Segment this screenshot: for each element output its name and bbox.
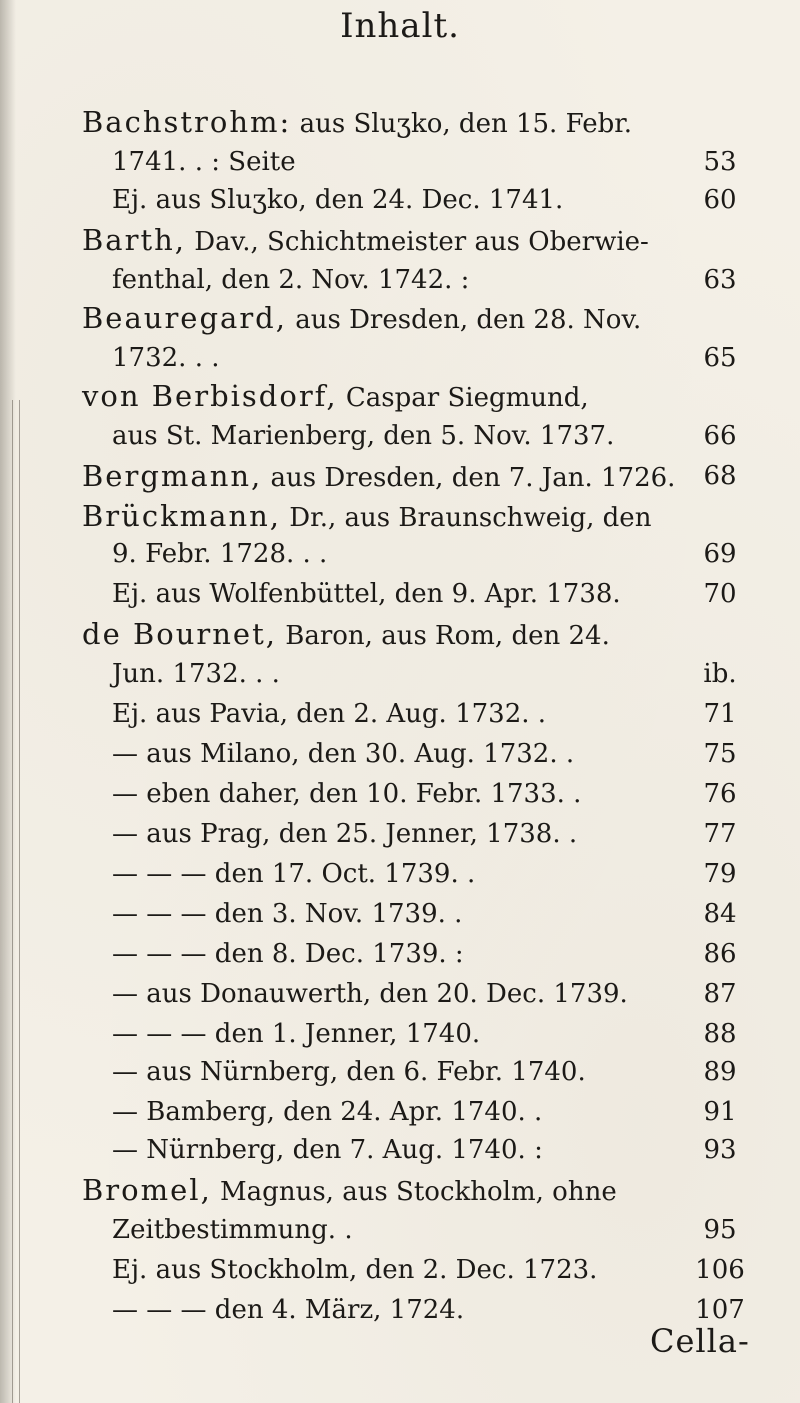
entry-detail: — aus Prag, den 25. Jenner, 1738. . bbox=[112, 819, 578, 849]
entry-text bbox=[112, 1248, 597, 1292]
page-number: 63 bbox=[703, 265, 737, 295]
page-number: 91 bbox=[703, 1097, 737, 1127]
entry-text bbox=[112, 692, 546, 736]
entry-detail: — aus Donauwerth, den 20. Dec. 1739. bbox=[112, 979, 628, 1009]
catchword: Cella- bbox=[650, 1322, 750, 1360]
index-line bbox=[0, 732, 800, 776]
index-line bbox=[0, 1168, 800, 1212]
entry-detail: Dr., aus Braunschweig, den bbox=[281, 503, 652, 533]
index-line bbox=[0, 572, 800, 616]
entry-text bbox=[112, 732, 574, 776]
entry-detail: Ej. aus Wolfenbüttel, den 9. Apr. 1738. bbox=[112, 579, 621, 609]
index-line bbox=[0, 1128, 800, 1172]
entry-detail: — aus Milano, den 30. Aug. 1732. . bbox=[112, 739, 575, 769]
entry-text bbox=[112, 852, 475, 896]
page-number: 106 bbox=[695, 1255, 745, 1285]
entry-text bbox=[112, 1288, 464, 1332]
entry-text bbox=[112, 178, 563, 222]
entry-text bbox=[112, 1208, 353, 1252]
entry-text bbox=[112, 972, 628, 1016]
index-line bbox=[0, 1208, 800, 1252]
page-number: 69 bbox=[703, 539, 737, 569]
entry-text bbox=[112, 652, 280, 696]
entry-detail: — — — den 3. Nov. 1739. . bbox=[112, 899, 463, 929]
page-number: ib. bbox=[703, 659, 737, 689]
page-number: 76 bbox=[703, 779, 737, 809]
page-number: 89 bbox=[703, 1057, 737, 1087]
page-number: 65 bbox=[703, 343, 737, 373]
entry-detail: — — — den 4. März, 1724. bbox=[112, 1295, 465, 1325]
index-line bbox=[0, 812, 800, 856]
entry-name: Bromel, bbox=[82, 1173, 212, 1207]
index-line bbox=[0, 692, 800, 736]
page-number: 95 bbox=[703, 1215, 737, 1245]
index-line bbox=[0, 178, 800, 222]
page-number: 70 bbox=[703, 579, 737, 609]
index-line bbox=[0, 772, 800, 816]
index-line bbox=[0, 652, 800, 696]
entry-text bbox=[112, 892, 462, 936]
entry-name: Bergmann, bbox=[82, 459, 263, 493]
entry-text bbox=[112, 932, 464, 976]
entry-detail: Ej. aus Sluʒko, den 24. Dec. 1741. bbox=[112, 185, 564, 215]
entry-detail: Ej. aus Stockholm, den 2. Dec. 1723. bbox=[112, 1255, 598, 1285]
page-number: 87 bbox=[703, 979, 737, 1009]
page-number: 79 bbox=[703, 859, 737, 889]
page-number: 84 bbox=[703, 899, 737, 929]
entry-detail: — aus Nürnberg, den 6. Febr. 1740. bbox=[112, 1057, 586, 1087]
page-number: 71 bbox=[703, 699, 737, 729]
page-number: 88 bbox=[703, 1019, 737, 1049]
index-line bbox=[0, 932, 800, 976]
page-number: 53 bbox=[703, 147, 737, 177]
entry-detail: Ej. aus Pavia, den 2. Aug. 1732. . bbox=[112, 699, 547, 729]
index-line bbox=[0, 374, 800, 418]
index-line bbox=[0, 892, 800, 936]
index-line bbox=[0, 454, 800, 498]
entry-detail: — eben daher, den 10. Febr. 1733. . bbox=[112, 779, 582, 809]
index-line bbox=[0, 296, 800, 340]
index-line bbox=[0, 532, 800, 576]
index-line bbox=[0, 1248, 800, 1292]
page-number: 86 bbox=[703, 939, 737, 969]
entry-text bbox=[112, 772, 581, 816]
entry-name: Bachstrohm: bbox=[82, 105, 292, 139]
page-number: 75 bbox=[703, 739, 737, 769]
page-header: Inhalt. bbox=[340, 6, 460, 46]
entry-name: de Bournet, bbox=[82, 617, 277, 651]
page-number: 60 bbox=[703, 185, 737, 215]
index-line bbox=[0, 414, 800, 458]
entry-detail: 1741. . : Seite bbox=[112, 147, 296, 177]
entry-text bbox=[112, 812, 577, 856]
page-number: 68 bbox=[703, 461, 737, 491]
entry-detail: 9. Febr. 1728. . . bbox=[112, 539, 328, 569]
page-number: 107 bbox=[695, 1295, 745, 1325]
entry-detail: — — — den 8. Dec. 1739. : bbox=[112, 939, 464, 969]
entry-name: Brückmann, bbox=[82, 499, 282, 533]
page-number: 77 bbox=[703, 819, 737, 849]
entry-text bbox=[112, 1128, 543, 1172]
entry-text bbox=[112, 414, 614, 458]
entry-detail: Baron, aus Rom, den 24. bbox=[276, 621, 610, 651]
index-line bbox=[0, 1050, 800, 1094]
entry-name: Barth, bbox=[82, 223, 187, 257]
entry-detail: aus Dresden, den 28. Nov. bbox=[286, 305, 642, 335]
entry-text bbox=[112, 572, 621, 616]
index-line bbox=[0, 972, 800, 1016]
index-line bbox=[0, 612, 800, 656]
entry-detail: Dav., Schichtmeister aus Oberwie- bbox=[186, 227, 649, 257]
index-line bbox=[0, 100, 800, 144]
entry-detail: — Nürnberg, den 7. Aug. 1740. : bbox=[112, 1135, 543, 1165]
entry-detail: aus Sluʒko, den 15. Febr. bbox=[291, 109, 633, 139]
entry-detail: — Bamberg, den 24. Apr. 1740. . bbox=[112, 1097, 543, 1127]
entry-text bbox=[112, 1050, 586, 1094]
entry-detail: Caspar Siegmund, bbox=[337, 383, 589, 413]
entry-detail: Zeitbestimmung. . bbox=[112, 1215, 353, 1245]
entry-detail: aus St. Marienberg, den 5. Nov. 1737. bbox=[112, 421, 615, 451]
entry-detail: Jun. 1732. . . bbox=[112, 659, 280, 689]
entry-text bbox=[112, 532, 327, 576]
index-line bbox=[0, 218, 800, 262]
entry-name: Beauregard, bbox=[82, 301, 287, 335]
entry-detail: aus Dresden, den 7. Jan. 1726. bbox=[262, 463, 676, 493]
page-number: 66 bbox=[703, 421, 737, 451]
entry-detail: Magnus, aus Stockholm, ohne bbox=[211, 1177, 617, 1207]
entry-detail: fenthal, den 2. Nov. 1742. : bbox=[112, 265, 470, 295]
entry-name: von Berbisdorf, bbox=[82, 379, 338, 413]
index-line bbox=[0, 852, 800, 896]
page-number: 93 bbox=[703, 1135, 737, 1165]
entry-detail: — — — den 1. Jenner, 1740. bbox=[112, 1019, 481, 1049]
entry-detail: 1732. . . bbox=[112, 343, 220, 373]
entry-detail: — — — den 17. Oct. 1739. . bbox=[112, 859, 476, 889]
